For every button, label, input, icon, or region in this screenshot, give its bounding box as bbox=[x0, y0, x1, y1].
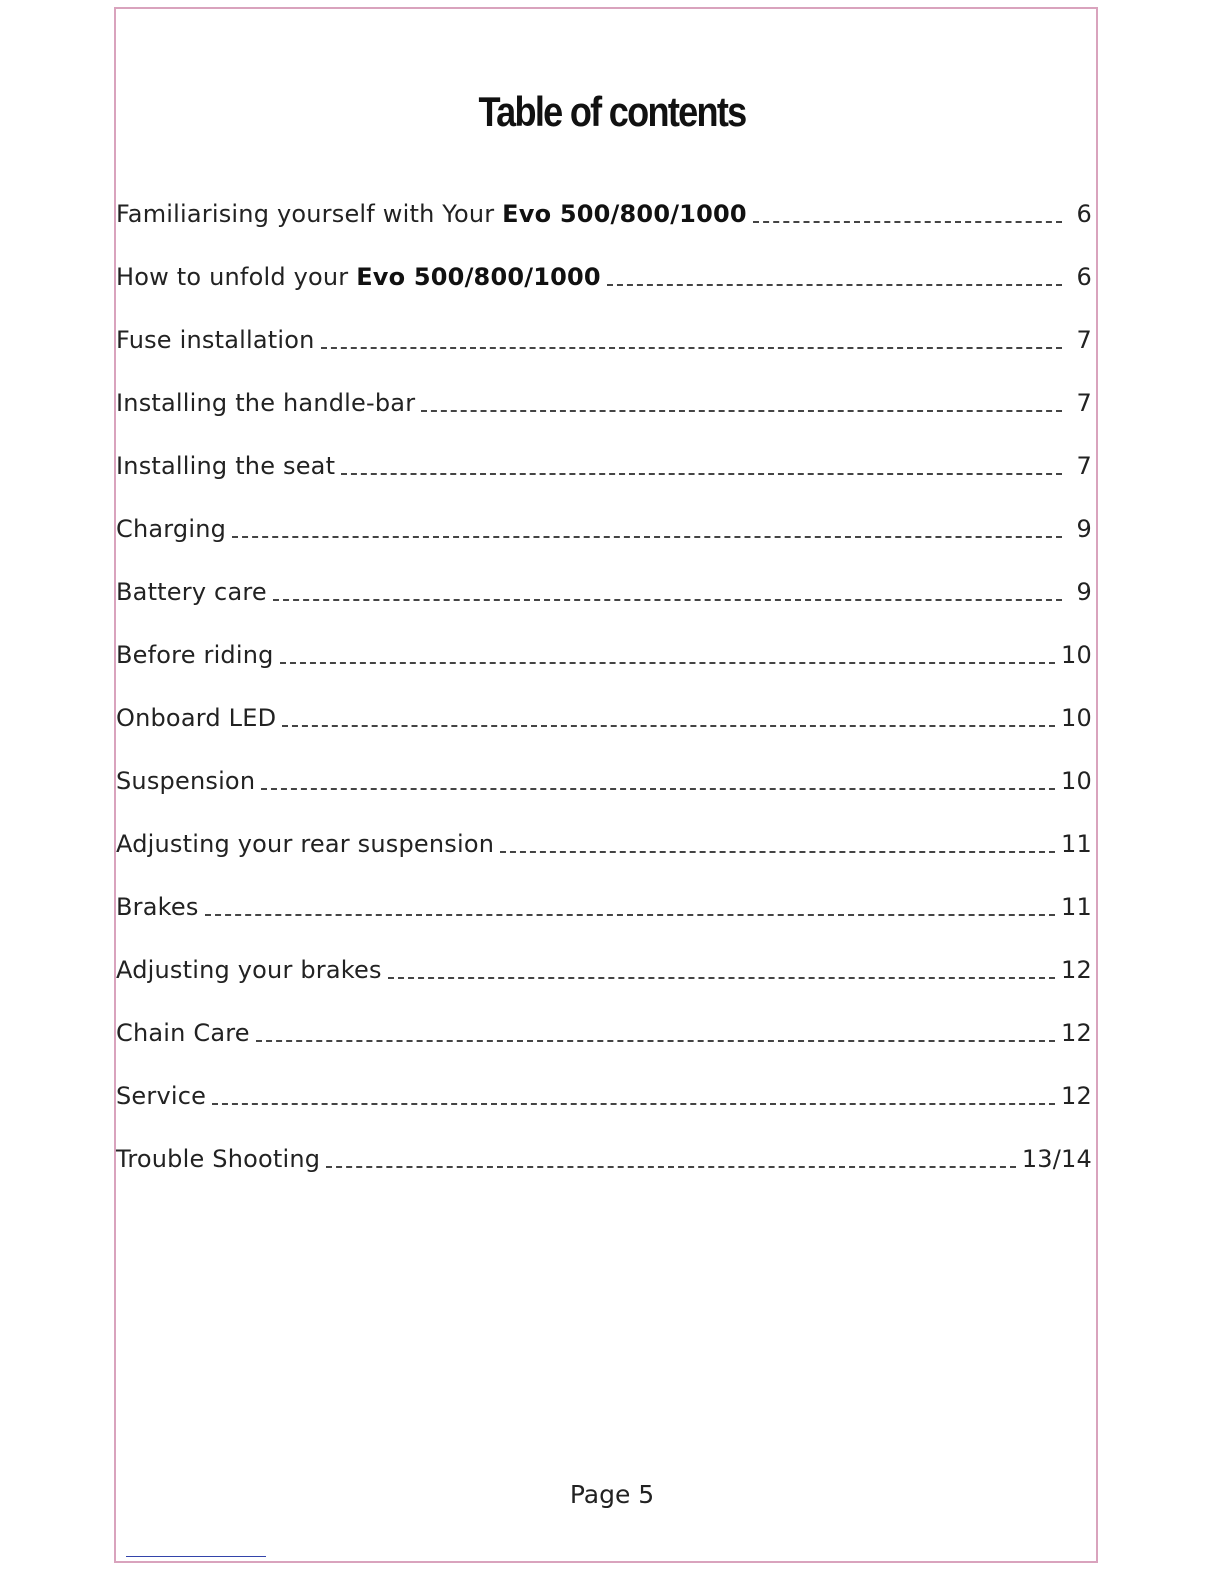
toc-entry[interactable] bbox=[116, 1064, 1092, 1127]
footnote-rule bbox=[126, 1556, 266, 1557]
toc-entry[interactable] bbox=[116, 434, 1092, 497]
toc-entry-page: 6 bbox=[1076, 199, 1092, 228]
toc-entry[interactable] bbox=[116, 1127, 1092, 1190]
toc-entry-label: Battery care bbox=[116, 577, 267, 606]
toc-entry-label: Trouble Shooting bbox=[116, 1144, 321, 1173]
toc-entry-page: 7 bbox=[1076, 388, 1092, 417]
dot-leader bbox=[321, 347, 1062, 349]
toc-entry-page: 9 bbox=[1076, 514, 1092, 543]
toc-entry-page: 9 bbox=[1076, 577, 1092, 606]
toc-entry-label: Brakes bbox=[116, 892, 199, 921]
toc-entry-label: Fuse installation bbox=[116, 325, 315, 354]
dot-leader bbox=[607, 284, 1062, 286]
toc-entry-page: 7 bbox=[1076, 325, 1092, 354]
toc-entry[interactable] bbox=[116, 1001, 1092, 1064]
toc-entry-label: Chain Care bbox=[116, 1018, 250, 1047]
toc-entry-label: Installing the seat bbox=[116, 451, 336, 480]
toc-entry[interactable] bbox=[116, 812, 1092, 875]
toc-entry-page: 12 bbox=[1061, 955, 1092, 984]
toc-entry[interactable] bbox=[116, 686, 1092, 749]
dot-leader bbox=[326, 1166, 1016, 1168]
toc-entry[interactable] bbox=[116, 497, 1092, 560]
dot-leader bbox=[388, 977, 1055, 979]
toc-entry-page: 13/14 bbox=[1021, 1144, 1092, 1173]
dot-leader bbox=[341, 473, 1062, 475]
toc-entry-page: 12 bbox=[1061, 1081, 1092, 1110]
toc-entry[interactable] bbox=[116, 749, 1092, 812]
dot-leader bbox=[256, 1040, 1055, 1042]
toc-entry[interactable] bbox=[116, 245, 1092, 308]
toc-entry-label: Service bbox=[116, 1081, 207, 1110]
toc-entry-label: Before riding bbox=[116, 640, 274, 669]
toc-entry-page: 10 bbox=[1061, 703, 1092, 732]
toc-entry[interactable] bbox=[116, 938, 1092, 1001]
toc-entry-page: 6 bbox=[1076, 262, 1092, 291]
toc-entry[interactable] bbox=[116, 623, 1092, 686]
dot-leader bbox=[500, 851, 1055, 853]
toc-entry[interactable] bbox=[116, 875, 1092, 938]
dot-leader bbox=[280, 662, 1055, 664]
toc-entry-page: 11 bbox=[1061, 892, 1092, 921]
dot-leader bbox=[273, 599, 1062, 601]
page-number: Page 5 bbox=[569, 1480, 655, 1509]
toc-entry-label: Charging bbox=[116, 514, 227, 543]
toc-entry-page: 10 bbox=[1061, 640, 1092, 669]
toc-entry-label: Suspension bbox=[116, 766, 256, 795]
dot-leader bbox=[212, 1103, 1055, 1105]
toc-entry[interactable] bbox=[116, 371, 1092, 434]
toc-entry-page: 12 bbox=[1061, 1018, 1092, 1047]
toc-entry[interactable] bbox=[116, 182, 1092, 245]
table-of-contents bbox=[116, 182, 1092, 1190]
toc-entry-page: 10 bbox=[1061, 766, 1092, 795]
dot-leader bbox=[753, 221, 1062, 223]
dot-leader bbox=[421, 410, 1062, 412]
toc-entry-label: Onboard LED bbox=[116, 703, 277, 732]
dot-leader bbox=[232, 536, 1062, 538]
dot-leader bbox=[205, 914, 1055, 916]
toc-entry-label: Adjusting your brakes bbox=[116, 955, 382, 984]
toc-entry[interactable] bbox=[116, 308, 1092, 371]
dot-leader bbox=[261, 788, 1055, 790]
page-title: Table of contents bbox=[478, 88, 746, 135]
toc-entry-label: Familiarising yourself with Your Evo 500/800/1000 bbox=[116, 199, 747, 228]
toc-entry-label: Installing the handle-bar bbox=[116, 388, 416, 417]
toc-entry-label: How to unfold your Evo 500/800/1000 bbox=[116, 262, 601, 291]
toc-entry-label: Adjusting your rear suspension bbox=[116, 829, 495, 858]
toc-entry-page: 7 bbox=[1076, 451, 1092, 480]
toc-entry-page: 11 bbox=[1061, 829, 1092, 858]
toc-entry[interactable] bbox=[116, 560, 1092, 623]
dot-leader bbox=[282, 725, 1055, 727]
